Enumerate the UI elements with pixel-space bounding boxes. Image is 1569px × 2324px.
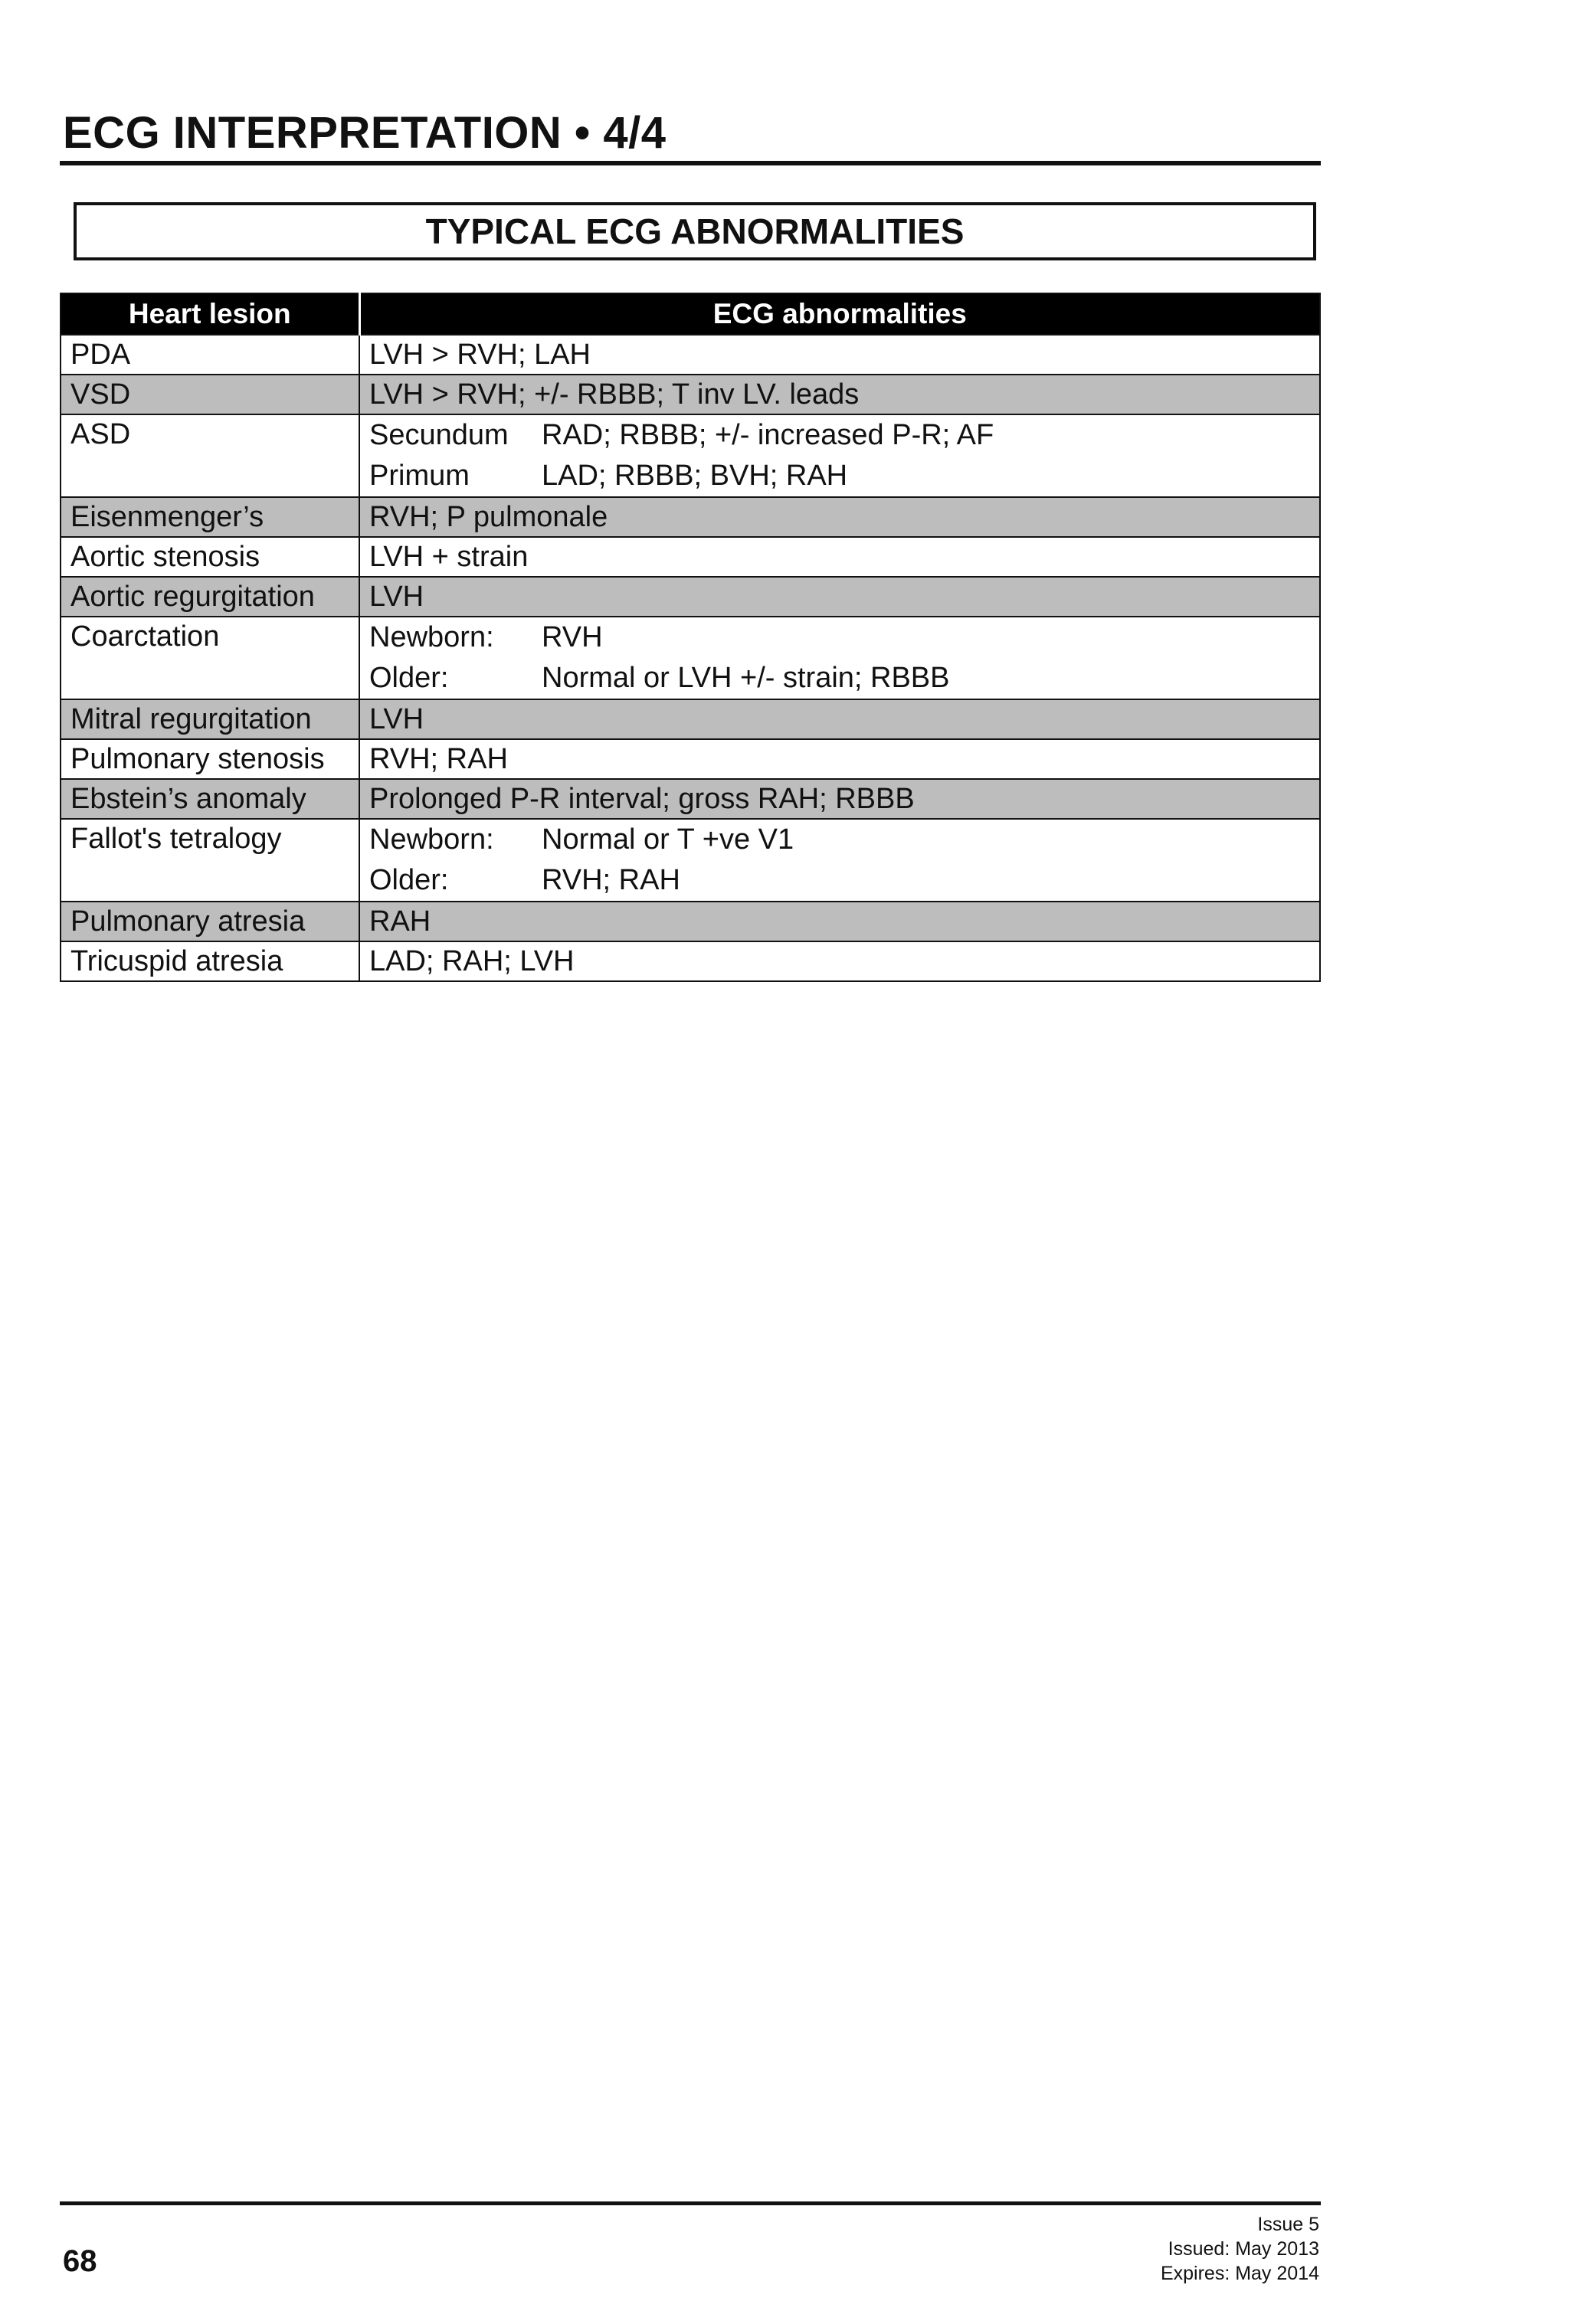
subcategory-value: RAD; RBBB; +/- increased P-R; AF (542, 419, 994, 451)
expiry-date: Expires: May 2014 (1160, 2263, 1319, 2284)
ecg-abnormality-cell: RVH; RAH (359, 739, 1320, 779)
issue-info (1161, 2212, 1319, 2286)
ecg-subcategory-line (369, 860, 1319, 901)
issued-date: Issued: May 2013 (1168, 2238, 1319, 2260)
issue-number: Issue 5 (1257, 2214, 1319, 2235)
table-row (61, 617, 1320, 699)
table-header-row (61, 293, 1320, 335)
ecg-abnormalities-table (60, 293, 1321, 982)
page-title: ECG INTERPRETATION • 4/4 (63, 108, 667, 158)
ecg-abnormality-cell: LVH + strain (359, 537, 1320, 577)
heart-lesion-cell: Ebstein’s anomaly (61, 779, 359, 819)
ecg-abnormality-cell (359, 819, 1320, 902)
subcategory-label: Newborn: (369, 823, 494, 856)
subcategory-label: Primum (369, 460, 470, 492)
subcategory-label: Older: (369, 662, 449, 694)
subcategory-value: LAD; RBBB; BVH; RAH (542, 460, 848, 492)
heart-lesion-cell: Aortic stenosis (61, 537, 359, 577)
ecg-subcategory-line (369, 658, 1319, 699)
heart-lesion-cell: Eisenmenger’s (61, 497, 359, 537)
column-header-heart-lesion: Heart lesion (61, 293, 359, 335)
heart-lesion-cell: Fallot's tetralogy (61, 819, 359, 902)
heart-lesion-cell: PDA (61, 335, 359, 375)
table-row (61, 819, 1320, 902)
ecg-abnormality-cell: LVH > RVH; LAH (359, 335, 1320, 375)
subcategory-value: Normal or T +ve V1 (542, 823, 794, 856)
subcategory-value: RVH; RAH (542, 864, 680, 896)
page-number: 68 (63, 2244, 97, 2278)
subcategory-value: Normal or LVH +/- strain; RBBB (542, 662, 950, 694)
heart-lesion-cell: VSD (61, 375, 359, 414)
table-row (61, 497, 1320, 537)
heart-lesion-cell: Pulmonary atresia (61, 902, 359, 941)
ecg-abnormality-cell: LVH (359, 699, 1320, 739)
table-row (61, 902, 1320, 941)
heart-lesion-cell: Aortic regurgitation (61, 577, 359, 617)
heart-lesion-cell: Mitral regurgitation (61, 699, 359, 739)
ecg-subcategory-line (369, 415, 1319, 456)
ecg-abnormality-cell: RAH (359, 902, 1320, 941)
table-row (61, 699, 1320, 739)
ecg-abnormality-cell: LVH > RVH; +/- RBBB; T inv LV. leads (359, 375, 1320, 414)
subcategory-label: Secundum (369, 419, 509, 451)
ecg-abnormality-cell: LAD; RAH; LVH (359, 941, 1320, 981)
table-row (61, 941, 1320, 981)
table-row (61, 375, 1320, 414)
subcategory-value: RVH (542, 621, 603, 653)
subcategory-label: Newborn: (369, 621, 494, 653)
table-row (61, 414, 1320, 497)
ecg-subcategory-line (369, 820, 1319, 860)
ecg-abnormality-cell: LVH (359, 577, 1320, 617)
heart-lesion-cell: Coarctation (61, 617, 359, 699)
table-row (61, 739, 1320, 779)
ecg-abnormality-cell: RVH; P pulmonale (359, 497, 1320, 537)
heart-lesion-cell: ASD (61, 414, 359, 497)
ecg-abnormality-cell (359, 617, 1320, 699)
footer-divider (60, 2201, 1321, 2205)
table-row (61, 779, 1320, 819)
heart-lesion-cell: Tricuspid atresia (61, 941, 359, 981)
ecg-abnormality-cell (359, 414, 1320, 497)
heart-lesion-cell: Pulmonary stenosis (61, 739, 359, 779)
section-title: TYPICAL ECG ABNORMALITIES (74, 202, 1316, 260)
ecg-subcategory-line (369, 456, 1319, 496)
table-row (61, 577, 1320, 617)
table-row (61, 537, 1320, 577)
table-row (61, 335, 1320, 375)
ecg-subcategory-line (369, 617, 1319, 658)
ecg-abnormality-cell: Prolonged P-R interval; gross RAH; RBBB (359, 779, 1320, 819)
column-header-ecg-abnormalities: ECG abnormalities (359, 293, 1320, 335)
subcategory-label: Older: (369, 864, 449, 896)
title-divider (60, 161, 1321, 165)
